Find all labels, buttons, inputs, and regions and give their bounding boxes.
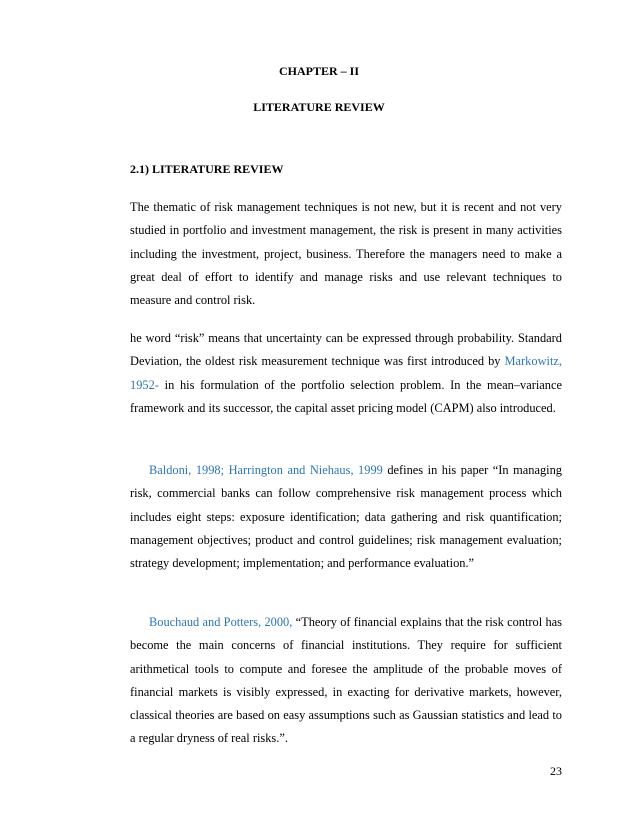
chapter-number: CHAPTER – II (278, 64, 359, 78)
section-title: 2.1) LITERATURE REVIEW (130, 162, 284, 176)
paragraph-1: The thematic of risk management techniques is not new, but it is recent and not very studied in portfolio and investment management, the risk is present in many activities including the investment, project, business. Therefore the managers need to make a great deal of effort to identify and manage risks and use relevant techniques to measure and control risk. (130, 200, 562, 308)
paragraph-3 (130, 459, 562, 575)
citation-baldoni-harrington: Baldoni, 1998; Harrington and Niehaus, 1999 (149, 463, 383, 477)
paragraph-4-text: “Theory of financial explains that the risk control has become the main concerns of financial institutions. They require for sufficient arithmetical tools to compute and foresee the amplitude of the probable moves of financial markets is visibly expressed, in exacting for derivative markets, however, classical theories are based on easy assumptions such as Gaussian statistics and lead to a regular dryness of real risks.”. (130, 615, 562, 746)
paragraph-4 (130, 611, 562, 751)
paragraph-2-text-start: he word “risk” means that uncertainty can be expressed through probability. Standard Deviation, the oldest risk measurement technique was first introduced by (130, 331, 562, 369)
paragraph-2 (130, 327, 562, 420)
chapter-title: LITERATURE REVIEW (253, 100, 385, 114)
paragraph-3-text: defines in his paper “In managing risk, commercial banks can follow comprehensive risk management process which includes eight steps: exposure identification; data gathering and risk quantification; management objectives; product and control guidelines; risk management evaluation; strategy development; implementation; and performance evaluation.” (130, 463, 562, 571)
citation-bouchaud-potters: Bouchaud and Potters, 2000, (149, 615, 293, 629)
paragraph-2-text-end: in his formulation of the portfolio selection problem. In the mean–variance framework and its successor, the capital asset pricing model (CAPM) also introduced. (130, 377, 562, 415)
page-number: 23 (550, 764, 562, 778)
citation-markowitz: Markowitz, 1952- (130, 354, 562, 392)
